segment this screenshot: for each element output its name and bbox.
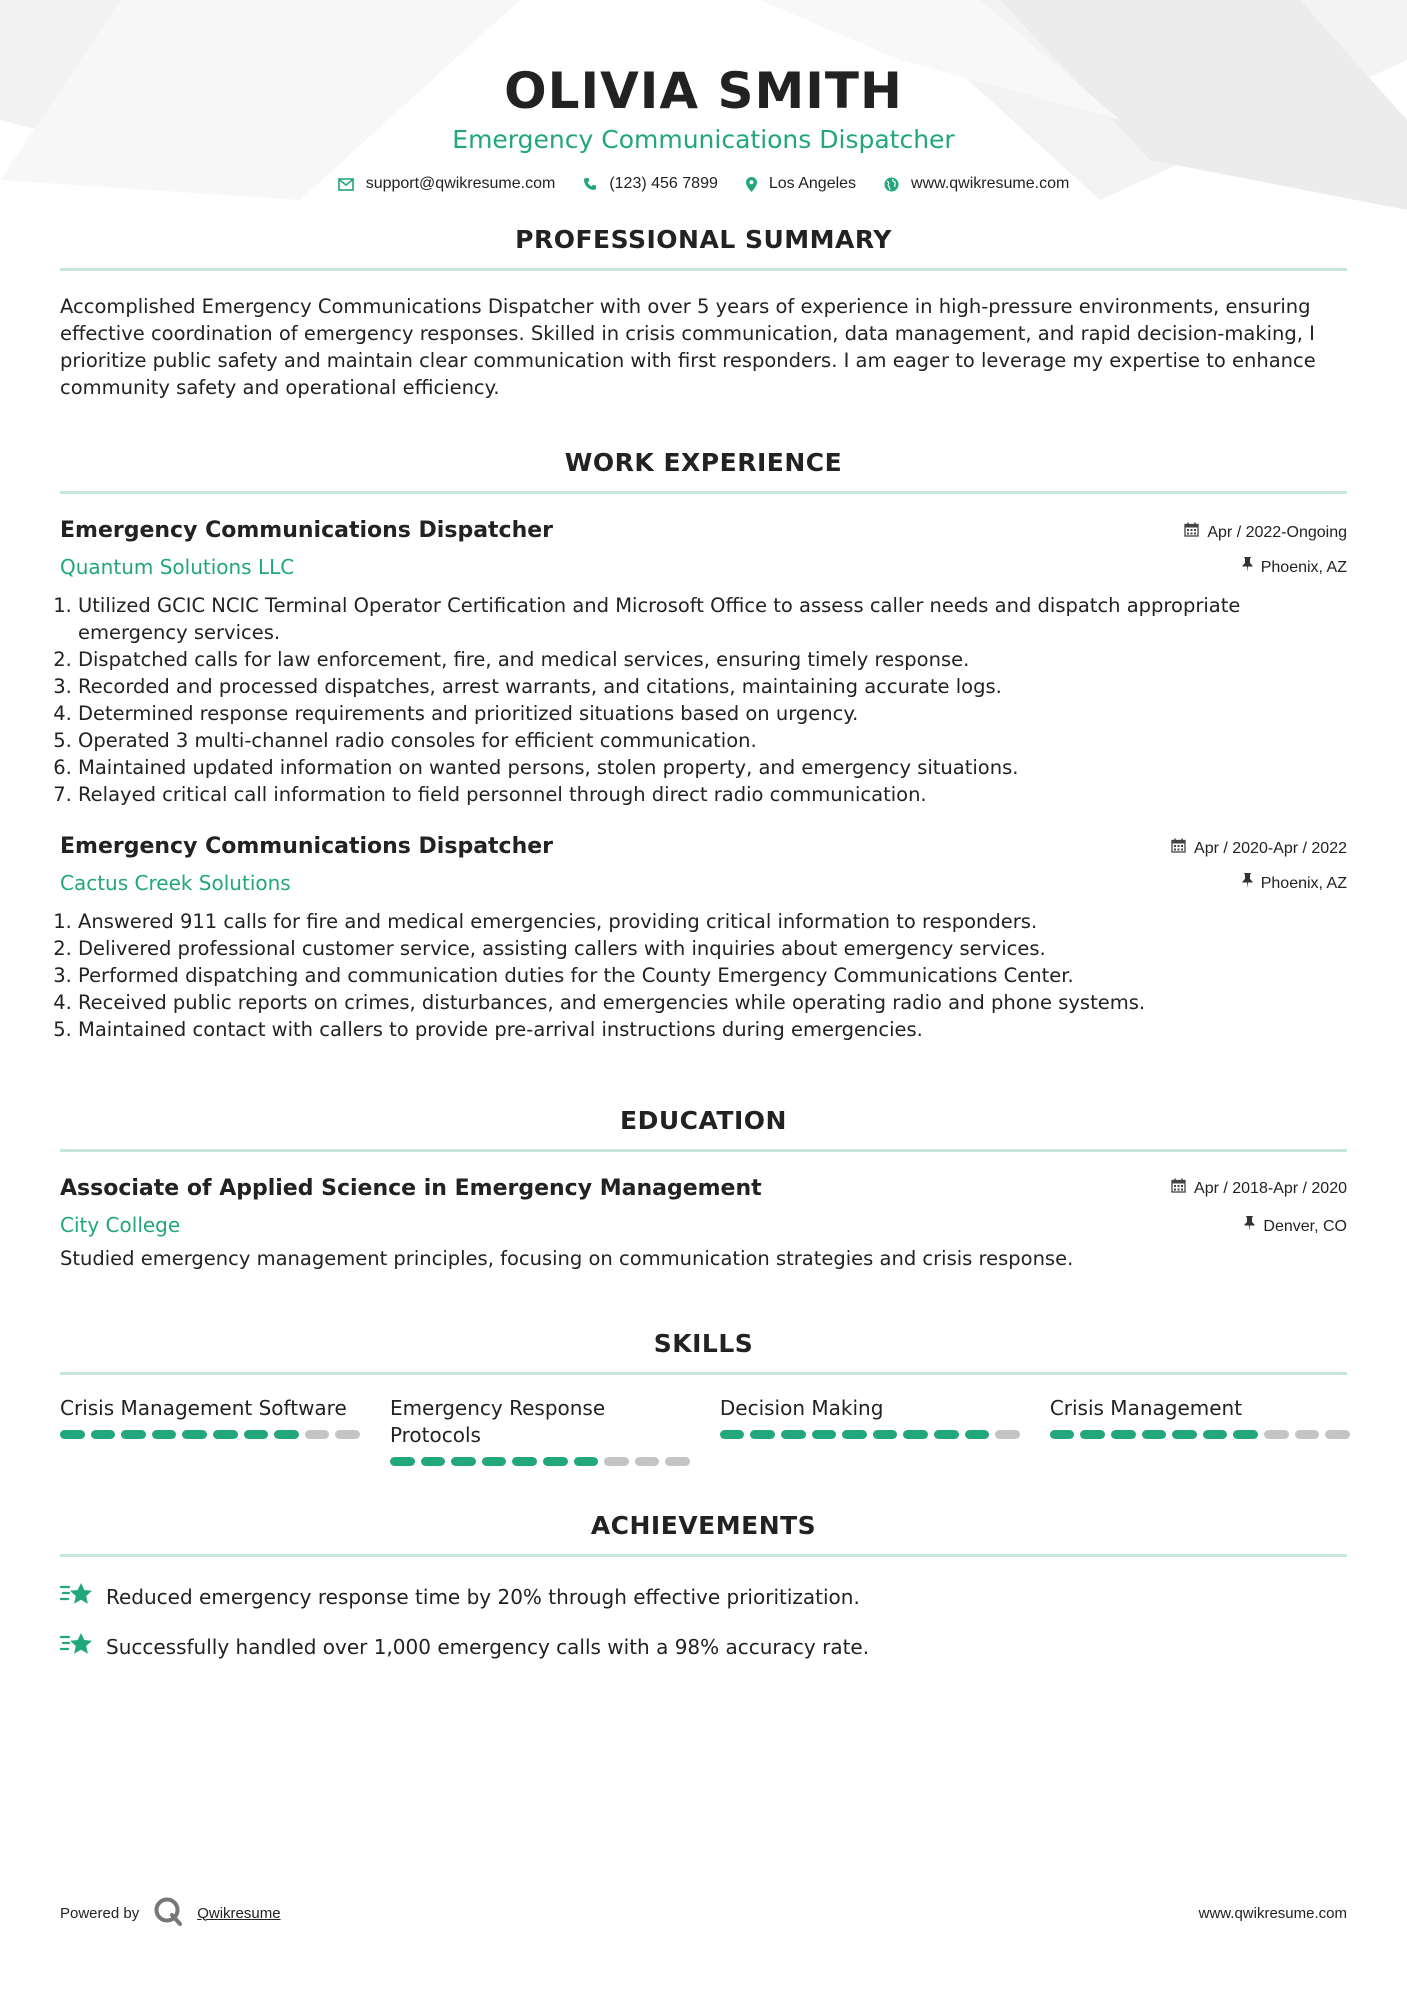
summary-section (60, 224, 1347, 401)
candidate-name: OLIVIA SMITH (504, 62, 903, 120)
achievement-item (60, 1581, 1347, 1614)
experience-section (60, 447, 1347, 1043)
pushpin-icon (1242, 557, 1253, 578)
pushpin-icon (1242, 873, 1253, 894)
achievement-item (60, 1631, 1347, 1664)
contact-location (746, 175, 856, 193)
section-divider (60, 268, 1347, 271)
skill-segment-empty (305, 1430, 330, 1439)
job-location: Phoenix, AZ (1260, 558, 1347, 576)
skill-segment-filled (812, 1430, 837, 1439)
section-divider (60, 1149, 1347, 1152)
education-dates: Apr / 2018-Apr / 2020 (1194, 1179, 1347, 1197)
calendar-icon (1171, 838, 1186, 859)
skill-item (60, 1395, 360, 1466)
skill-segment-empty (1295, 1430, 1320, 1439)
achievements-section (60, 1510, 1347, 1664)
education-entry (60, 1174, 1347, 1272)
summary-heading: PROFESSIONAL SUMMARY (515, 225, 892, 254)
skill-level-bar (1050, 1430, 1350, 1439)
star-icon (60, 1631, 94, 1664)
footer-website[interactable]: www.qwikresume.com (1198, 1904, 1347, 1922)
degree-title: Associate of Applied Science in Emergency Management (60, 1176, 762, 1201)
experience-heading: WORK EXPERIENCE (564, 448, 843, 477)
skill-segment-filled (421, 1457, 446, 1466)
list-item: 1. Answered 911 calls for fire and medical emergencies, providing critical information to responders. (78, 908, 1347, 935)
skill-segment-filled (482, 1457, 507, 1466)
job-bullets (60, 592, 1347, 808)
skills-list (60, 1395, 1347, 1466)
skill-level-bar (60, 1430, 360, 1439)
skill-segment-filled (720, 1430, 745, 1439)
skill-item (720, 1395, 1020, 1466)
qwikresume-logo-icon (153, 1896, 183, 1930)
skill-name: Emergency Response Protocols (389, 1396, 606, 1447)
skill-segment-filled (451, 1457, 476, 1466)
education-location: Denver, CO (1263, 1217, 1347, 1235)
list-item: 3. Performed dispatching and communication duties for the County Emergency Communications Center. (78, 962, 1347, 989)
achievement-text: Successfully handled over 1,000 emergency calls with a 98% accuracy rate. (106, 1635, 870, 1659)
email-text: support@qwikresume.com (365, 175, 556, 192)
skill-segment-empty (665, 1457, 690, 1466)
skill-segment-filled (152, 1430, 177, 1439)
location-text: Los Angeles (768, 175, 857, 192)
website-text: www.qwikresume.com (911, 175, 1070, 192)
skill-name: Decision Making (719, 1396, 884, 1420)
achievement-text: Reduced emergency response time by 20% through effective prioritization. (106, 1585, 860, 1609)
list-item: 6. Maintained updated information on wanted persons, stolen property, and emergency situations. (78, 754, 1347, 781)
list-item: 2. Dispatched calls for law enforcement, fire, and medical services, ensuring timely response. (78, 646, 1347, 673)
achievements-heading: ACHIEVEMENTS (590, 1511, 817, 1540)
list-item: 3. Recorded and processed dispatches, arrest warrants, and citations, maintaining accurate logs. (78, 673, 1347, 700)
skill-item (1050, 1395, 1350, 1466)
company-name: Quantum Solutions LLC (60, 555, 295, 579)
pushpin-icon (1244, 1216, 1255, 1237)
section-divider (60, 1372, 1347, 1375)
skill-segment-filled (274, 1430, 299, 1439)
skill-segment-filled (91, 1430, 116, 1439)
skill-segment-filled (965, 1430, 990, 1439)
section-divider (60, 1554, 1347, 1557)
skill-segment-filled (1080, 1430, 1105, 1439)
section-divider (60, 491, 1347, 494)
skill-segment-filled (390, 1457, 415, 1466)
job-meta (1171, 832, 1347, 894)
education-heading: EDUCATION (620, 1106, 787, 1135)
skill-segment-filled (1233, 1430, 1258, 1439)
star-icon (60, 1581, 94, 1614)
skill-segment-empty (1264, 1430, 1289, 1439)
job-bullets (60, 908, 1347, 1043)
contact-website[interactable] (884, 175, 1069, 193)
skill-segment-filled (873, 1430, 898, 1439)
candidate-title: Emergency Communications Dispatcher (452, 125, 955, 154)
list-item: 4. Received public reports on crimes, disturbances, and emergencies while operating radio and phone systems. (78, 989, 1347, 1016)
skill-segment-filled (781, 1430, 806, 1439)
skill-segment-filled (1111, 1430, 1136, 1439)
job-title: Emergency Communications Dispatcher (60, 834, 554, 859)
skill-segment-filled (213, 1430, 238, 1439)
contact-bar (60, 175, 1347, 193)
list-item: 2. Delivered professional customer service, assisting callers with inquiries about emergency services. (78, 935, 1347, 962)
calendar-icon (1184, 522, 1199, 543)
skill-segment-filled (842, 1430, 867, 1439)
job-entry (60, 516, 1347, 808)
skill-segment-filled (512, 1457, 537, 1466)
brand-link[interactable]: Qwikresume (197, 1904, 281, 1922)
list-item: 4. Determined response requirements and prioritized situations based on urgency. (78, 700, 1347, 727)
list-item: 5. Operated 3 multi-channel radio consoles for efficient communication. (78, 727, 1347, 754)
envelope-icon (338, 178, 354, 191)
skill-segment-filled (1050, 1430, 1075, 1439)
education-description: Studied emergency management principles, focusing on communication strategies and crisis response. (60, 1247, 1074, 1270)
contact-email[interactable] (338, 175, 556, 193)
list-item: 7. Relayed critical call information to field personnel through direct radio communication. (78, 781, 1347, 808)
contact-phone[interactable] (583, 175, 718, 193)
skill-segment-filled (934, 1430, 959, 1439)
education-section (60, 1105, 1347, 1272)
skill-level-bar (720, 1430, 1020, 1439)
skill-segment-filled (543, 1457, 568, 1466)
job-location: Phoenix, AZ (1260, 874, 1347, 892)
skill-segment-empty (995, 1430, 1020, 1439)
skill-segment-filled (244, 1430, 269, 1439)
job-meta (1184, 516, 1347, 578)
job-title: Emergency Communications Dispatcher (60, 518, 554, 543)
powered-by-label: Powered by (60, 1904, 140, 1922)
skill-name: Crisis Management Software (60, 1396, 347, 1420)
skill-name: Crisis Management (1049, 1396, 1243, 1420)
skill-item (390, 1395, 690, 1466)
education-meta (1171, 1174, 1347, 1237)
skill-segment-filled (903, 1430, 928, 1439)
skill-segment-empty (635, 1457, 660, 1466)
globe-icon (884, 177, 899, 192)
skill-segment-filled (750, 1430, 775, 1439)
school-name: City College (60, 1213, 181, 1237)
skill-segment-filled (1172, 1430, 1197, 1439)
phone-icon (583, 177, 597, 191)
skill-segment-filled (60, 1430, 85, 1439)
phone-text: (123) 456 7899 (609, 175, 718, 192)
skill-segment-filled (121, 1430, 146, 1439)
map-pin-icon (746, 177, 757, 192)
job-dates: Apr / 2022-Ongoing (1207, 523, 1347, 541)
powered-by (60, 1896, 281, 1930)
job-dates: Apr / 2020-Apr / 2022 (1194, 839, 1347, 857)
skill-segment-filled (182, 1430, 207, 1439)
job-entry (60, 832, 1347, 1043)
list-item: 5. Maintained contact with callers to provide pre-arrival instructions during emergencies. (78, 1016, 1347, 1043)
skill-segment-empty (604, 1457, 629, 1466)
skills-section (60, 1328, 1347, 1466)
calendar-icon (1171, 1178, 1186, 1199)
skill-segment-filled (574, 1457, 599, 1466)
resume-header (60, 0, 1347, 193)
skill-segment-filled (1203, 1430, 1228, 1439)
skill-segment-filled (1142, 1430, 1167, 1439)
skill-level-bar (390, 1457, 690, 1466)
skill-segment-empty (335, 1430, 360, 1439)
skill-segment-empty (1325, 1430, 1350, 1439)
skills-heading: SKILLS (653, 1329, 754, 1358)
page-footer (60, 1896, 1347, 1930)
summary-text: Accomplished Emergency Communications Dispatcher with over 5 years of experience in high-pressure environments, ensuring effective coordination of emergency responses. Skilled in crisis communication, data management, and rapid decision-making, I prioritize public safety and maintain clear communication with first responders. I am eager to leverage my expertise to enhance community safety and operational efficiency. (60, 295, 1316, 399)
list-item: 1. Utilized GCIC NCIC Terminal Operator Certification and Microsoft Office to assess caller needs and dispatch appropriate emergency services. (78, 592, 1347, 646)
company-name: Cactus Creek Solutions (60, 871, 291, 895)
